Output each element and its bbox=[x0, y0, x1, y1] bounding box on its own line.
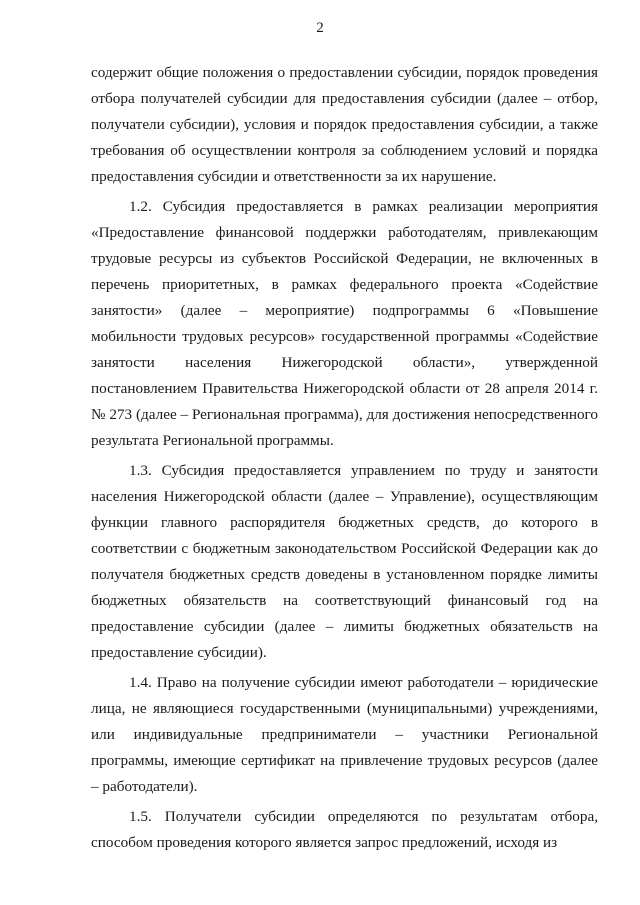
paragraph-1-3: 1.3. Субсидия предоставляется управлением по труду и занятости населения Нижегородской области (далее – Управление), осуществляющим функции главного распорядителя бюджетных средств, до которого в соответствии с бюджетным законодательством Российской Федерации как до получателя бюджетных средств доведены в установленном порядке лимиты бюджетных обязательств на соответствующий финансовый год на предоставление субсидии (далее – лимиты бюджетных обязательств на предоставление субсидии). bbox=[91, 462, 598, 661]
paragraph-continuation: содержит общие положения о предоставлении субсидии, порядок проведения отбора получателей субсидии для предоставления субсидии (далее – отбор, получатели субсидии), условия и порядок предоставления субсидии, а также требования об осуществлении контроля за соблюдением условий и порядка предоставления субсидии и ответственности за их нарушение. bbox=[91, 64, 598, 185]
paragraph-1-4: 1.4. Право на получение субсидии имеют работодатели – юридические лица, не являющиеся государственными (муниципальными) учреждениями, или индивидуальные предприниматели – участники Региональной программы, имеющие сертификат на привлечение трудовых ресурсов (далее – работодатели). bbox=[91, 674, 598, 795]
page-number: 2 bbox=[316, 20, 324, 36]
document-body bbox=[91, 60, 598, 856]
paragraph-1-2: 1.2. Субсидия предоставляется в рамках реализации мероприятия «Предоставление финансовой поддержки работодателям, привлекающим трудовые ресурсы из субъектов Российской Федерации, не включенных в перечень приоритетных, в рамках федерального проекта «Содействие занятости» (далее – мероприятие) подпрограммы 6 «Повышение мобильности трудовых ресурсов» государственной программы «Содействие занятости населения Нижегородской области», утвержденной постановлением Правительства Нижегородской области от 28 апреля 2014 г. № 273 (далее – Региональная программа), для достижения непосредственного результата Региональной программы. bbox=[91, 198, 598, 449]
paragraph-1-5: 1.5. Получатели субсидии определяются по результатам отбора, способом проведения которого является запрос предложений, исходя из bbox=[91, 808, 598, 851]
